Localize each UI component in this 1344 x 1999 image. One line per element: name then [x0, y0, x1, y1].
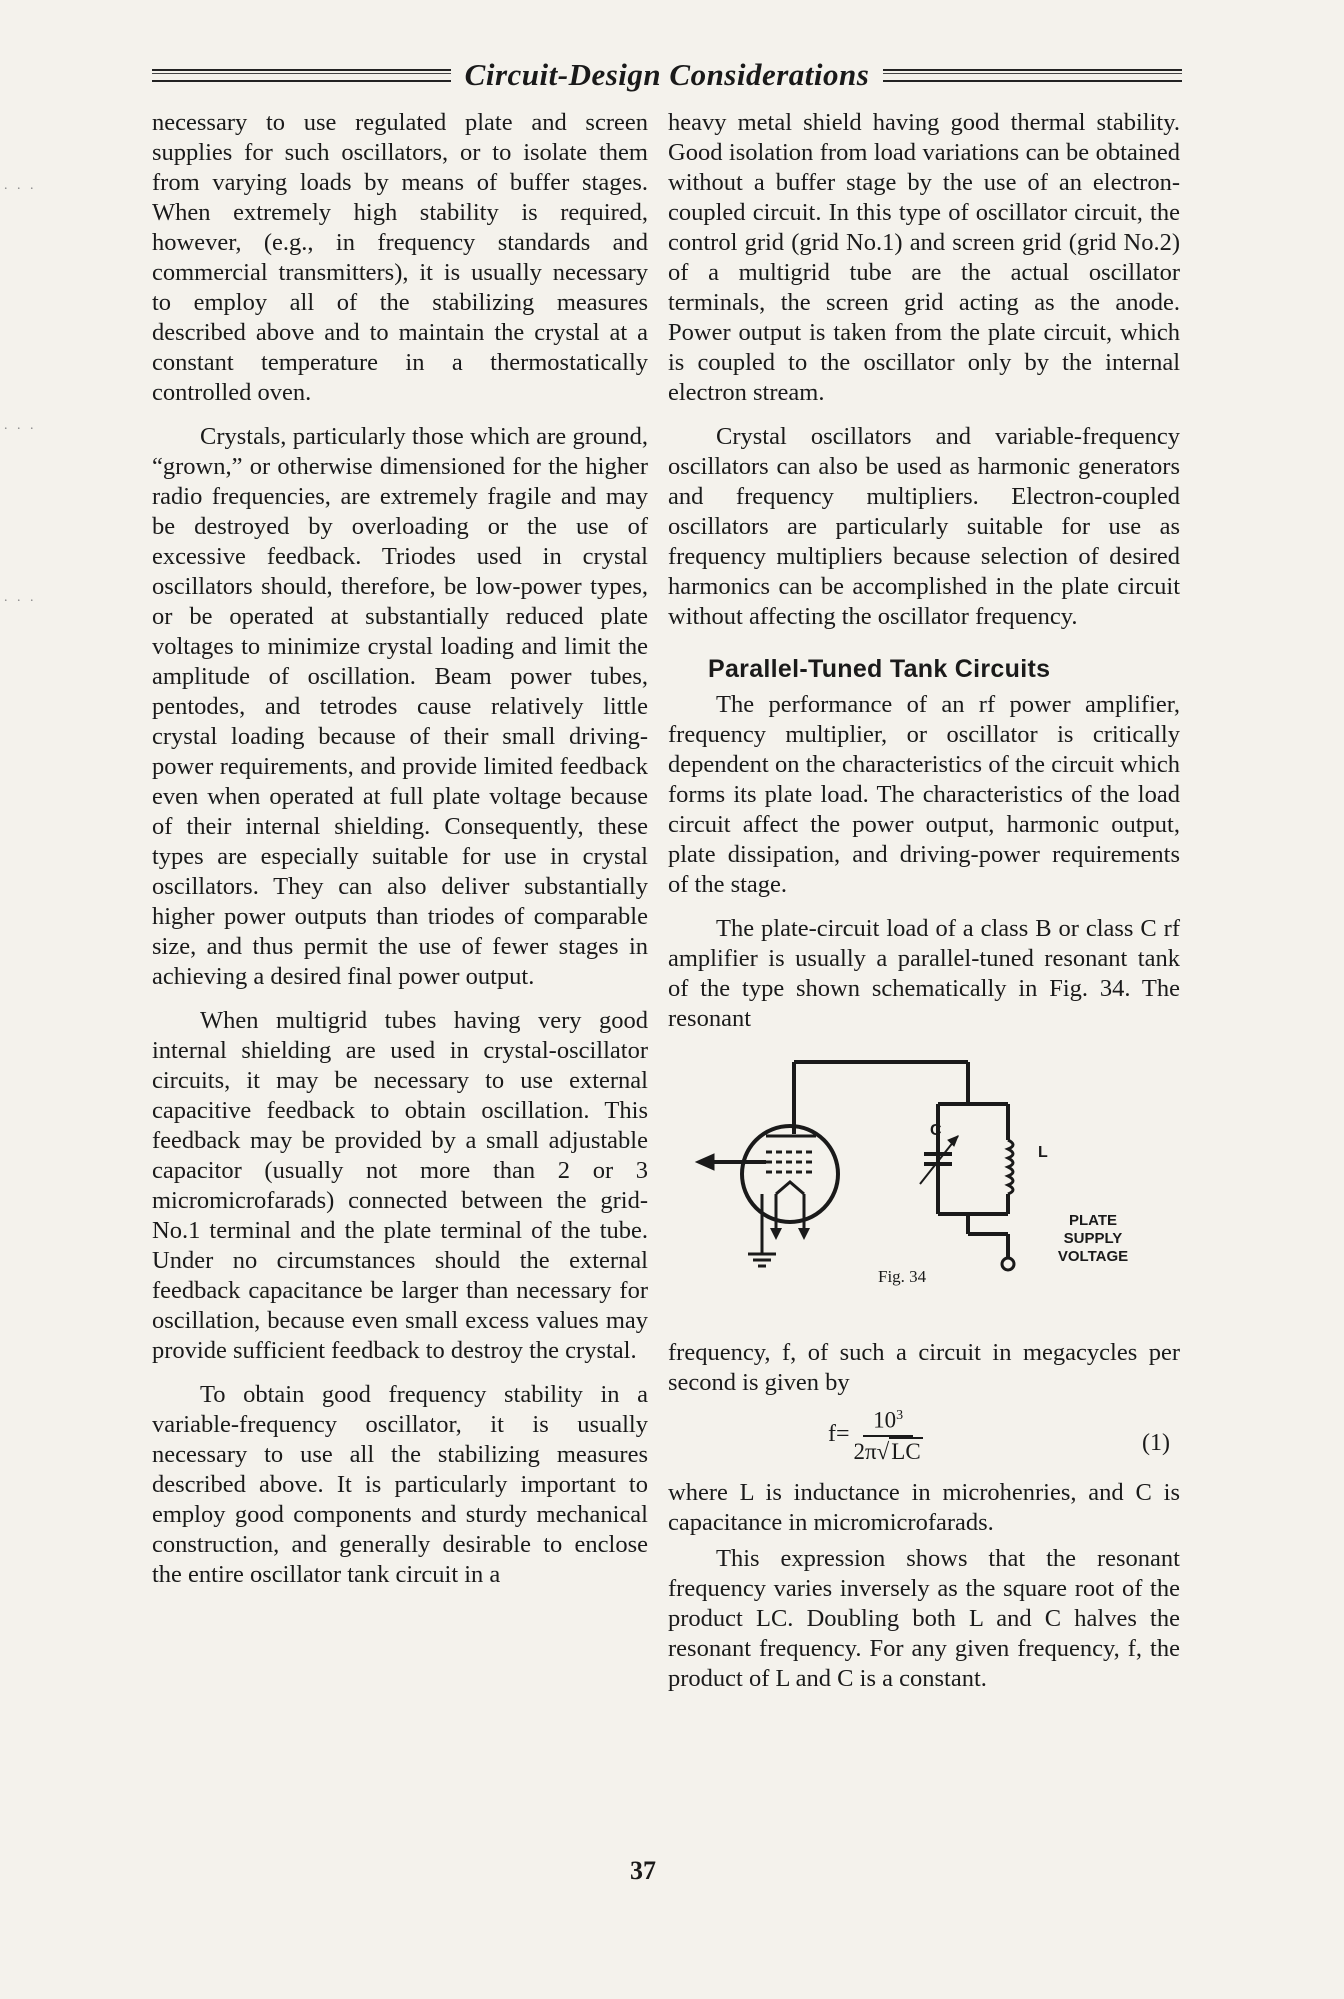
- paragraph: When multigrid tubes having very good internal shielding are used in crystal-oscillator circuits, it may be necessary to use external capacitive feedback to obtain oscillation. This feedback may be provided by a small adjustable capacitor (usually not more than 2 or 3 micromicrofarads) connected between the grid-No.1 terminal and the plate terminal of the tube. Under no circumstances should the external feedback capacitance be larger than necessary for oscillation, because even small excess values may provide sufficient feedback to destroy the crystal.: [152, 1007, 648, 1364]
- paragraph: Crystal oscillators and variable-frequency oscillators can also be used as harmonic generators and frequency multipliers. Electron-coupled oscillators are particularly suitable for use as frequency multipliers because selection of desired harmonics can be accomplished in the plate circuit without affecting the oscillator frequency.: [668, 423, 1180, 630]
- figure-caption: Fig. 34: [878, 1267, 927, 1286]
- plate-label-line: VOLTAGE: [1057, 1248, 1129, 1265]
- supply-terminal: [1002, 1258, 1014, 1270]
- formula-denominator: 2π√LC: [853, 1438, 921, 1464]
- paragraph: This expression shows that the resonant frequency varies inversely as the square root of the product LC. Doubling both L and C halves the resonant frequency. For any given frequency, f, the product of L and C is a constant.: [668, 1545, 1180, 1692]
- paragraph: Crystals, particularly those which are ground, “grown,” or otherwise dimensioned for the higher radio frequencies, are extremely fragile and may be destroyed by overloading or the use of excessive feedback. Triodes used in crystal oscillators should, therefore, be low-power types, or be operated at substantially reduced plate voltages to minimize crystal loading and limit the amplitude of oscillation. Beam power tubes, pentodes, and tetrodes cause relatively little crystal loading because of their small driving-power requirements, and provide limited feedback even when operated at full plate voltage because of their internal shielding. Consequently, these types are especially suitable for use in crystal oscillators. They can also deliver substantially higher power outputs than triodes of comparable size, and thus permit the use of fewer stages in achieving a desired final power output.: [152, 423, 648, 990]
- plate-label-line: SUPPLY: [1063, 1230, 1123, 1247]
- paragraph: The performance of an rf power amplifier, frequency multiplier, or oscillator is critically dependent on the characteristics of the circuit which forms its plate load. The characteristics of the load circuit affect the power output, harmonic output, plate dissipation, and driving-power requirements of the stage.: [668, 691, 1180, 898]
- paragraph: necessary to use regulated plate and screen supplies for such oscillators, or to isolate them from varying loads by means of buffer stages. When extremely high stability is required, however, (e.g., in frequency standards and commercial transmitters), it is usually necessary to employ all of the stabilizing measures described above and to maintain the crystal at a constant temperature in a thermostatically controlled oven.: [152, 109, 648, 406]
- plate-supply-label: [1038, 1212, 1148, 1266]
- running-header: [152, 50, 1182, 100]
- paragraph: where L is inductance in microhenries, and C is capacitance in micromicrofarads.: [668, 1479, 1180, 1536]
- tube-envelope: [742, 1126, 838, 1222]
- cathode-element: [776, 1182, 804, 1194]
- right-column: [668, 108, 1180, 1694]
- numerator-base: 10: [873, 1407, 897, 1433]
- grid-input-arrow: [696, 1154, 766, 1170]
- header-rule-right: [883, 69, 1182, 82]
- margin-dots: . . .: [4, 590, 37, 605]
- plate-label-line: PLATE: [1068, 1212, 1118, 1229]
- resonance-formula: [668, 1402, 1180, 1470]
- numerator-exponent: 3: [896, 1408, 904, 1423]
- page-number: 37: [630, 1856, 656, 1885]
- figure-34-schematic: [668, 1044, 1180, 1334]
- inductor-coil: [1008, 1140, 1013, 1194]
- paragraph: heavy metal shield having good thermal stability. Good isolation from load variations can be obtained without a buffer stage by the use of an electron-coupled circuit. In this type of oscillator circuit, the control grid (grid No.1) and screen grid (grid No.2) of a multigrid tube are the actual oscillator terminals, the screen grid acting as the anode. Power output is taken from the plate circuit, which is coupled to the oscillator only by the internal electron stream.: [668, 109, 1180, 406]
- header-rule-left: [152, 69, 451, 82]
- inductor-label: L: [1038, 1144, 1048, 1161]
- sqrt-term: LC: [891, 1438, 921, 1464]
- denominator-prefix: 2π: [853, 1438, 877, 1464]
- paragraph: The plate-circuit load of a class B or class C rf amplifier is usually a parallel-tuned resonant tank of the type shown schematically in Fig. 34. The resonant: [668, 915, 1180, 1032]
- equation-number: (1): [1142, 1430, 1170, 1456]
- left-column: [152, 108, 648, 1590]
- ground-symbol: [748, 1232, 776, 1266]
- margin-dots: . . .: [4, 418, 37, 433]
- capacitor-label: C: [930, 1122, 942, 1139]
- formula-numerator: [863, 1402, 913, 1437]
- section-heading: Parallel-Tuned Tank Circuits: [708, 655, 1051, 683]
- header-title: Circuit-Design Considerations: [464, 57, 870, 92]
- paragraph: To obtain good frequency stability in a variable-frequency oscillator, it is usually necessary to use all the stabilizing measures described above. It is particularly important to employ good components and sturdy mechanical construction, and generally desirable to enclose the entire oscillator tank circuit in a: [152, 1381, 648, 1588]
- paragraph: frequency, f, of such a circuit in megacycles per second is given by: [668, 1339, 1180, 1396]
- formula-lhs: f=: [828, 1421, 850, 1448]
- formula-fraction: [854, 1402, 923, 1467]
- margin-dots: . . .: [4, 178, 37, 193]
